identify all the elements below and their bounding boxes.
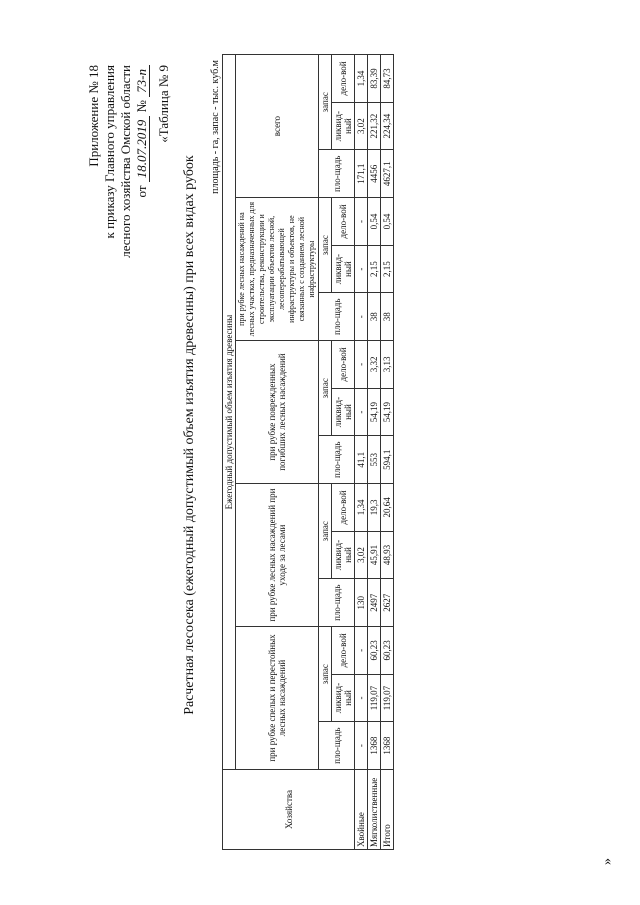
header-business: дело-вой — [332, 55, 355, 103]
table-cell: 48,93 — [381, 531, 394, 579]
table-cell: 4456 — [368, 150, 381, 198]
order-number: 73-п — [134, 65, 150, 97]
row-label: Итого — [381, 770, 394, 850]
units-note: площадь - га, запас - тыс. куб.м — [210, 60, 221, 194]
table-cell: 0,54 — [368, 198, 381, 246]
header-liquid: ликвид-ный — [332, 102, 355, 150]
header-stock: запас — [319, 341, 332, 436]
header-group-care: при рубке лесных насаждений при уходе за лесами — [236, 484, 319, 627]
order-date: 18.07.2019 — [134, 116, 150, 183]
table-cell: - — [355, 245, 368, 293]
header-group-damaged: при рубке поврежденных погибших лесных насаждений — [236, 341, 319, 484]
table-cell: 3,02 — [355, 531, 368, 579]
table-cell: 3,13 — [381, 341, 394, 389]
header-group-infrastructure: при рубке лесных насаждений на лесных участках, предназначенных для строительства, реконструкции и эксплуатации объектов лесной, лесоперерабатывающей инфраструктуры и объектов, не связанных с созданием лесной инфраструктуры — [236, 198, 319, 341]
header-stock: запас — [319, 198, 332, 293]
header-liquid: ликвид-ный — [332, 531, 355, 579]
table-cell: - — [355, 293, 368, 341]
header-area: пло-щадь — [319, 436, 355, 484]
header-area: пло-щадь — [319, 293, 355, 341]
table-row — [368, 55, 381, 850]
table-cell: 130 — [355, 579, 368, 627]
table-cell: 45,91 — [368, 531, 381, 579]
table-cell: 60,23 — [381, 627, 394, 675]
table-cell: - — [355, 722, 368, 770]
header-area: пло-щадь — [319, 722, 355, 770]
header-liquid: ликвид-ный — [332, 388, 355, 436]
header-liquid: ликвид-ный — [332, 674, 355, 722]
order-date-line — [134, 65, 150, 325]
table-row — [355, 55, 368, 850]
table-cell: 2,15 — [368, 245, 381, 293]
header-farm: Хозяйства — [223, 770, 355, 850]
table-cell: 224,34 — [381, 102, 394, 150]
table-label: «Таблица № 9 — [156, 65, 171, 143]
table-cell: - — [355, 674, 368, 722]
table-cell: 84,73 — [381, 55, 394, 103]
table-cell: - — [355, 627, 368, 675]
header-stock: запас — [319, 55, 332, 150]
header-business: дело-вой — [332, 484, 355, 532]
table-cell: 2497 — [368, 579, 381, 627]
header-group-total: всего — [236, 55, 319, 198]
date-prefix: от — [134, 185, 149, 198]
header-annual: Ежегодный допустимый объем изъятия древесины — [223, 55, 236, 770]
header-liquid: ликвид-ный — [332, 245, 355, 293]
table-cell: 20,64 — [381, 484, 394, 532]
table-cell: 1368 — [381, 722, 394, 770]
table-cell: 54,19 — [381, 388, 394, 436]
table-cell: 1,34 — [355, 55, 368, 103]
row-label: Мягколиственные — [368, 770, 381, 850]
header-business: дело-вой — [332, 198, 355, 246]
table-cell: 3,02 — [355, 102, 368, 150]
table-cell: 171,1 — [355, 150, 368, 198]
table-cell: 553 — [368, 436, 381, 484]
header-stock: запас — [319, 627, 332, 722]
table-cell: 83,39 — [368, 55, 381, 103]
table-cell: 594,1 — [381, 436, 394, 484]
table-cell: 2627 — [381, 579, 394, 627]
document-title: Расчетная лесосека (ежегодный допустимый объем изъятия древесины) при всех видах рубок — [182, 155, 197, 715]
header-business: дело-вой — [332, 341, 355, 389]
table-cell: - — [355, 341, 368, 389]
table-cell: 3,32 — [368, 341, 381, 389]
table-row — [381, 55, 394, 850]
table-cell: 38 — [368, 293, 381, 341]
table-cell: 60,23 — [368, 627, 381, 675]
header-group-mature: при рубке спелых и перестойных лесных насаждений — [236, 627, 319, 770]
table-cell: 2,15 — [381, 245, 394, 293]
table-cell: 54,19 — [368, 388, 381, 436]
table-cell: 41,1 — [355, 436, 368, 484]
table-cell: 0,54 — [381, 198, 394, 246]
header-area: пло-щадь — [319, 150, 355, 198]
appendix-number: Приложение № 18 — [86, 65, 101, 167]
logging-table — [222, 54, 394, 850]
number-prefix: № — [134, 100, 149, 113]
header-stock: запас — [319, 484, 332, 579]
closing-quote: » — [600, 858, 615, 865]
table-cell: 1368 — [368, 722, 381, 770]
table-cell: 19,3 — [368, 484, 381, 532]
header-area: пло-щадь — [319, 579, 355, 627]
header-business: дело-вой — [332, 627, 355, 675]
row-label: Хвойные — [355, 770, 368, 850]
table-cell: - — [355, 198, 368, 246]
table-cell: 119,07 — [381, 674, 394, 722]
table-cell: 119,07 — [368, 674, 381, 722]
table-cell: 1,34 — [355, 484, 368, 532]
table-cell: 4627,1 — [381, 150, 394, 198]
table-cell: 221,32 — [368, 102, 381, 150]
order-line: к приказу Главного управления — [102, 65, 117, 239]
table-cell: 38 — [381, 293, 394, 341]
table-cell: - — [355, 388, 368, 436]
org-line: лесного хозяйства Омской области — [118, 65, 133, 258]
